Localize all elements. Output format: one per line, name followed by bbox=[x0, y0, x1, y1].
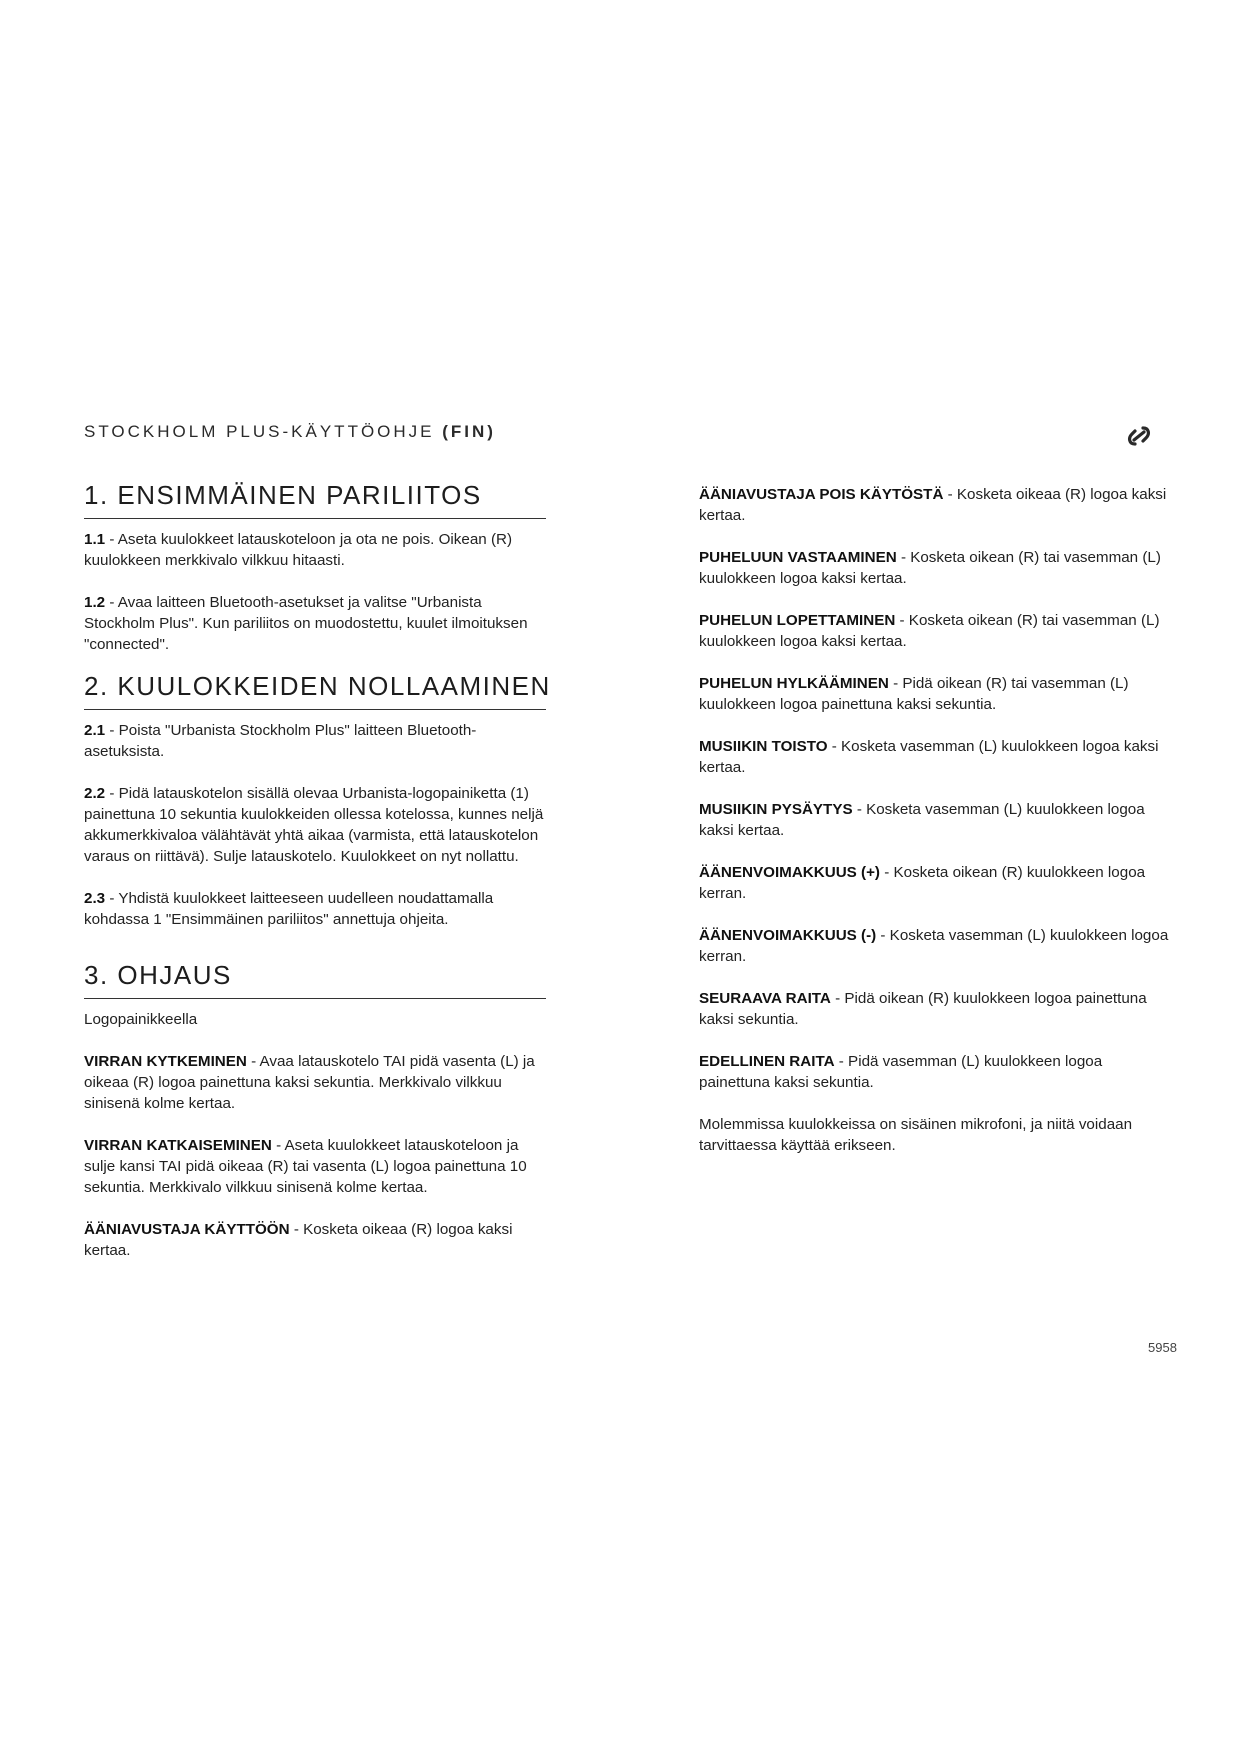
control-name: SEURAAVA RAITA bbox=[699, 990, 831, 1007]
step-number: 2.3 bbox=[84, 890, 106, 907]
control-play-music bbox=[699, 736, 1169, 778]
control-text: - Kosketa oikean (R) kuulokkeen logoa kerran. bbox=[699, 864, 1146, 902]
control-next-track bbox=[699, 988, 1169, 1030]
control-volume-up bbox=[699, 862, 1169, 904]
document-title bbox=[84, 422, 496, 442]
control-name: PUHELUUN VASTAAMINEN bbox=[699, 549, 897, 566]
step-text: - Avaa laitteen Bluetooth-asetukset ja valitse "Urbanista Stockholm Plus". Kun pariliitos on muodostettu, kuulet ilmoituksen "connected". bbox=[84, 594, 528, 653]
step-1-2 bbox=[84, 592, 546, 655]
step-number: 1.1 bbox=[84, 531, 106, 548]
step-2-2 bbox=[84, 783, 546, 867]
page-number: 5958 bbox=[1148, 1340, 1177, 1355]
control-text: - Kosketa oikean (R) tai vasemman (L) kuulokkeen logoa kaksi kertaa. bbox=[699, 612, 1160, 650]
control-voice-assistant-on bbox=[84, 1219, 546, 1261]
control-text: - Kosketa oikeaa (R) logoa kaksi kertaa. bbox=[84, 1221, 513, 1259]
control-text: - Pidä vasemman (L) kuulokkeen logoa painettuna kaksi sekuntia. bbox=[699, 1053, 1103, 1091]
control-text: - Avaa latauskotelo TAI pidä vasenta (L) ja oikeaa (R) logoa painettuna kaksi sekuntia. Merkkivalo vilkkuu sinisenä kolme kertaa. bbox=[84, 1053, 535, 1112]
control-reject-call bbox=[699, 673, 1169, 715]
controls-subheading: Logopainikkeella bbox=[84, 1011, 198, 1028]
control-previous-track bbox=[699, 1051, 1169, 1093]
control-power-off bbox=[84, 1135, 546, 1198]
control-text: - Pidä oikean (R) kuulokkeen logoa painettuna kaksi sekuntia. bbox=[699, 990, 1147, 1028]
step-number: 2.1 bbox=[84, 722, 106, 739]
step-1-1 bbox=[84, 529, 546, 571]
control-text: - Aseta kuulokkeet latauskoteloon ja sulje kansi TAI pidä oikeaa (R) tai vasenta (L) logoa painettuna 10 sekuntia. Merkkivalo vilkkuu sinisenä kolme kertaa. bbox=[84, 1137, 527, 1196]
control-name: PUHELUN HYLKÄÄMINEN bbox=[699, 675, 889, 692]
document-title-language: (FIN) bbox=[442, 422, 496, 441]
control-text: - Kosketa oikeaa (R) logoa kaksi kertaa. bbox=[699, 486, 1167, 524]
step-number: 1.2 bbox=[84, 594, 106, 611]
control-text: - Kosketa vasemman (L) kuulokkeen logoa kerran. bbox=[699, 927, 1169, 965]
control-text: - Kosketa vasemman (L) kuulokkeen logoa kaksi kertaa. bbox=[699, 738, 1159, 776]
control-name: ÄÄNIAVUSTAJA KÄYTTÖÖN bbox=[84, 1221, 290, 1238]
step-text: - Aseta kuulokkeet latauskoteloon ja ota ne pois. Oikean (R) kuulokkeen merkkivalo vilkkuu hitaasti. bbox=[84, 531, 513, 569]
control-volume-down bbox=[699, 925, 1169, 967]
control-name: MUSIIKIN PYSÄYTYS bbox=[699, 801, 853, 818]
control-name: VIRRAN KATKAISEMINEN bbox=[84, 1137, 272, 1154]
control-name: EDELLINEN RAITA bbox=[699, 1053, 835, 1070]
control-pause-music bbox=[699, 799, 1169, 841]
section-heading-first-pairing: 1. ENSIMMÄINEN PARILIITOS bbox=[84, 478, 546, 519]
step-number: 2.2 bbox=[84, 785, 106, 802]
control-name: ÄÄNENVOIMAKKUUS (-) bbox=[699, 927, 877, 944]
control-end-call bbox=[699, 610, 1169, 652]
step-text: - Yhdistä kuulokkeet laitteeseen uudelleen noudattamalla kohdassa 1 "Ensimmäinen pariliitos" annettuja ohjeita. bbox=[84, 890, 494, 928]
section-heading-reset: 2. KUULOKKEIDEN NOLLAAMINEN bbox=[84, 669, 546, 710]
control-name: ÄÄNENVOIMAKKUUS (+) bbox=[699, 864, 880, 881]
control-name: PUHELUN LOPETTAMINEN bbox=[699, 612, 896, 629]
step-2-1 bbox=[84, 720, 546, 762]
control-text: - Kosketa vasemman (L) kuulokkeen logoa kaksi kertaa. bbox=[699, 801, 1145, 839]
control-text: - Pidä oikean (R) tai vasemman (L) kuulokkeen logoa painettuna kaksi sekuntia. bbox=[699, 675, 1129, 713]
step-text: - Pidä latauskotelon sisällä olevaa Urbanista-logopainiketta (1) painettuna 10 sekuntia kuulokkeiden ollessa kotelossa, kunnes neljä akkumerkkivaloa välähtävät yhtä aikaa (varmista, että latauskotelon varaus on riittävä). Sulje latauskotelo. Kuulokkeet on nyt nollattu. bbox=[84, 785, 544, 865]
right-column bbox=[699, 484, 1169, 1156]
control-text: - Kosketa oikean (R) tai vasemman (L) kuulokkeen logoa kaksi kertaa. bbox=[699, 549, 1161, 587]
control-name: MUSIIKIN TOISTO bbox=[699, 738, 828, 755]
step-text: - Poista "Urbanista Stockholm Plus" laitteen Bluetooth-asetuksista. bbox=[84, 722, 477, 760]
urbanista-logo-icon bbox=[1126, 425, 1152, 447]
document-title-main: STOCKHOLM PLUS-KÄYTTÖOHJE bbox=[84, 422, 435, 441]
section-heading-controls: 3. OHJAUS bbox=[84, 958, 546, 999]
step-2-3 bbox=[84, 888, 546, 930]
control-power-on bbox=[84, 1051, 546, 1114]
control-name: ÄÄNIAVUSTAJA POIS KÄYTÖSTÄ bbox=[699, 486, 944, 503]
left-column bbox=[84, 478, 551, 1261]
control-name: VIRRAN KYTKEMINEN bbox=[84, 1053, 247, 1070]
control-answer-call bbox=[699, 547, 1169, 589]
microphone-note: Molemmissa kuulokkeissa on sisäinen mikrofoni, ja niitä voidaan tarvittaessa käyttää erikseen. bbox=[699, 1116, 1133, 1154]
control-voice-assistant-off bbox=[699, 484, 1169, 526]
